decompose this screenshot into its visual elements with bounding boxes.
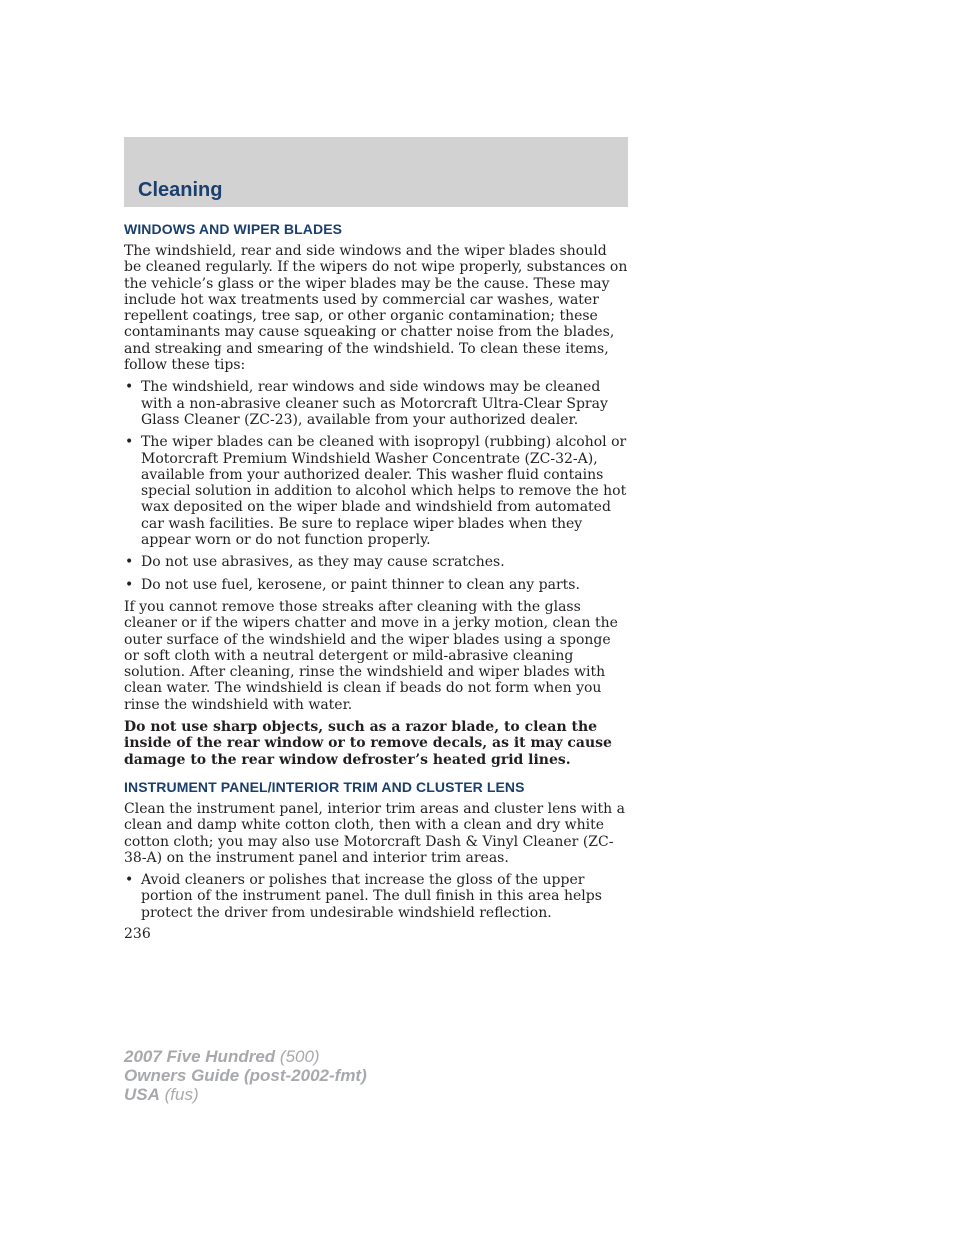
bullet-icon: •: [125, 872, 134, 889]
list-item-text: Do not use abrasives, as they may cause scratches.: [141, 554, 505, 571]
footer-market-code: (fus): [164, 1085, 199, 1104]
list-item-text: The windshield, rear windows and side windows may be cleaned with a non-abrasive cleaner such as Motorcraft Ultra-Clear Spray Glass Cleaner (ZC-23), available from your authorized dealer.: [141, 379, 608, 428]
windows-tips-list: [124, 379, 628, 593]
windows-intro-paragraph: The windshield, rear and side windows and the wiper blades should be cleaned regularly. If the wipers do not wipe properly, substances on the vehicle’s glass or the wiper blades may be the cause. These may include hot wax treatments used by commercial car washes, water repellent coatings, tree sap, or other organic contamination; these contaminants may cause squeaking or chatter noise from the blades, and streaking and smearing of the windshield. To clean these items, follow these tips:: [124, 243, 628, 374]
footer-line-market: [124, 1085, 367, 1104]
list-item: [124, 577, 628, 593]
instrument-panel-list: [124, 872, 628, 921]
instrument-panel-paragraph: Clean the instrument panel, interior trim areas and cluster lens with a clean and damp white cotton cloth, then with a clean and dry white cotton cloth; you may also use Motorcraft Dash & Vinyl Cleaner (ZC-38-A) on the instrument panel and interior trim areas.: [124, 800, 625, 866]
warning-paragraph: Do not use sharp objects, such as a razor blade, to clean the inside of the rear window or to remove decals, as it may cause damage to the rear window defroster’s heated grid lines.: [124, 719, 612, 768]
footer-model-name: 2007 Five Hundred: [124, 1047, 276, 1066]
bullet-icon: •: [125, 434, 134, 451]
list-item-text: The wiper blades can be cleaned with isopropyl (rubbing) alcohol or Motorcraft Premium Windshield Washer Concentrate (ZC-32-A), available from your authorized dealer. This washer fluid contains special solution in addition to alcohol which helps to remove the hot wax deposited on the wiper blade and windshield from automated car wash facilities. Be sure to replace wiper blades when they appear worn or do not function properly.: [141, 434, 627, 549]
heading-windows-wiper-blades: WINDOWS AND WIPER BLADES: [124, 221, 343, 237]
bullet-icon: •: [125, 554, 134, 571]
bullet-icon: •: [125, 576, 134, 593]
list-item: [124, 872, 628, 921]
footer-market-name: USA: [124, 1085, 160, 1104]
page-content: [124, 220, 628, 927]
list-item: [124, 434, 628, 548]
list-item-text: Avoid cleaners or polishes that increase the gloss of the upper portion of the instrument panel. The dull finish in this area helps protect the driver from undesirable windshield reflection.: [141, 872, 602, 921]
footer-model-code: (500): [279, 1047, 320, 1066]
list-item-text: Do not use fuel, kerosene, or paint thinner to clean any parts.: [141, 576, 580, 593]
footer-guide-name: Owners Guide (post-2002-fmt): [124, 1066, 367, 1085]
list-item: [124, 554, 628, 570]
document-footer: [124, 1047, 367, 1104]
section-title: Cleaning: [138, 179, 223, 201]
section-header-band: [124, 137, 628, 207]
list-item: [124, 379, 628, 428]
heading-instrument-panel: INSTRUMENT PANEL/INTERIOR TRIM AND CLUSTER LENS: [124, 778, 525, 795]
footer-line-guide: [124, 1066, 367, 1085]
footer-line-model: [124, 1047, 367, 1066]
windows-followup-paragraph: If you cannot remove those streaks after cleaning with the glass cleaner or if the wipers chatter and move in a jerky motion, clean the outer surface of the windshield and the wiper blades using a sponge or soft cloth with a neutral detergent or mild-abrasive cleaning solution. After cleaning, rinse the windshield and wiper blades with clean water. The windshield is clean if beads do not form when you rinse the windshield with water.: [124, 598, 618, 713]
bullet-icon: •: [125, 379, 134, 396]
page-number: 236: [124, 926, 151, 942]
